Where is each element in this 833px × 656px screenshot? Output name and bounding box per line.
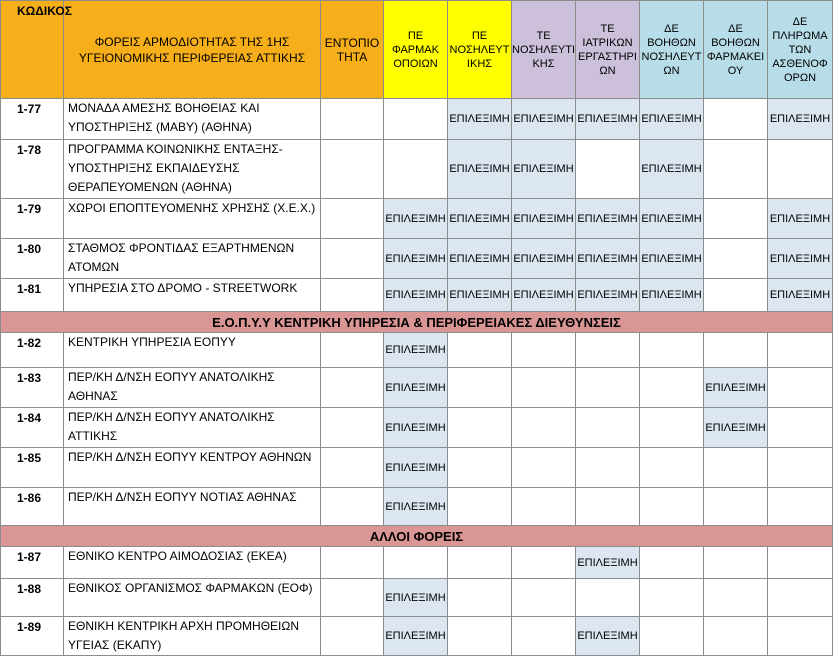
row-name: ΕΘΝΙΚΟΣ ΟΡΓΑΝΙΣΜΟΣ ΦΑΡΜΑΚΩΝ (ΕΟΦ) (64, 579, 321, 617)
eligible-cell: ΕΠΙΛΕΞΙΜΗ (384, 333, 448, 368)
row-location (321, 199, 384, 239)
empty-cell (704, 579, 768, 617)
row-code: 1-78 (1, 140, 64, 199)
header-col5: ΔΕ ΒΟΗΘΩΝ ΝΟΣΗΛΕΥΤ ΩΝ (640, 1, 704, 99)
eligible-cell: ΕΠΙΛΕΞΙΜΗ (448, 199, 512, 239)
row-name: ΧΩΡΟΙ ΕΠΟΠΤΕΥΟΜΕΝΗΣ ΧΡΗΣΗΣ (Χ.Ε.Χ.) (64, 199, 321, 239)
empty-cell (640, 579, 704, 617)
header-col6: ΔΕ ΒΟΗΘΩΝ ΦΑΡΜΑΚΕΙ ΟΥ (704, 1, 768, 99)
eligible-cell: ΕΠΙΛΕΞΙΜΗ (384, 579, 448, 617)
empty-cell (448, 333, 512, 368)
eligible-cell: ΕΠΙΛΕΞΙΜΗ (640, 199, 704, 239)
empty-cell (448, 408, 512, 448)
group-other-bodies (1, 547, 833, 656)
header-col2: ΠΕ ΝΟΣΗΛΕΥΤ ΙΚΗΣ (448, 1, 512, 99)
empty-cell (704, 617, 768, 656)
row-name: ΠΕΡ/ΚΗ Δ/ΝΣΗ ΕΟΠΥΥ ΚΕΝΤΡΟΥ ΑΘΗΝΩΝ (64, 448, 321, 488)
row-location (321, 579, 384, 617)
header-col7: ΔΕ ΠΛΗΡΩΜΑ ΤΩΝ ΑΣΘΕΝΟΦ ΟΡΩΝ (768, 1, 833, 99)
row-code: 1-89 (1, 617, 64, 656)
empty-cell (512, 488, 576, 526)
table-row (1, 140, 833, 199)
row-location (321, 140, 384, 199)
eligible-cell: ΕΠΙΛΕΞΙΜΗ (640, 140, 704, 199)
empty-cell (640, 547, 704, 579)
eligible-cell: ΕΠΙΛΕΞΙΜΗ (576, 239, 640, 279)
eligible-cell: ΕΠΙΛΕΞΙΜΗ (768, 239, 833, 279)
empty-cell (384, 140, 448, 199)
empty-cell (448, 448, 512, 488)
empty-cell (704, 99, 768, 140)
empty-cell (640, 448, 704, 488)
header-col3: ΤΕ ΝΟΣΗΛΕΥΤΙ ΚΗΣ (512, 1, 576, 99)
row-name: ΣΤΑΘΜΟΣ ΦΡΟΝΤΙΔΑΣ ΕΞΑΡΤΗΜΕΝΩΝ ΑΤΟΜΩΝ (64, 239, 321, 279)
empty-cell (512, 547, 576, 579)
header-row (1, 1, 833, 99)
table-row (1, 448, 833, 488)
eligible-cell: ΕΠΙΛΕΞΙΜΗ (512, 239, 576, 279)
eligible-cell: ΕΠΙΛΕΞΙΜΗ (512, 279, 576, 312)
eligible-cell: ΕΠΙΛΕΞΙΜΗ (768, 199, 833, 239)
row-code: 1-83 (1, 368, 64, 408)
empty-cell (448, 617, 512, 656)
row-code: 1-79 (1, 199, 64, 239)
eligible-cell: ΕΠΙΛΕΞΙΜΗ (768, 99, 833, 140)
empty-cell (768, 448, 833, 488)
header-location: ΕΝΤΟΠΙΟ ΤΗΤΑ (321, 1, 384, 99)
header-bodies: ΦΟΡΕΙΣ ΑΡΜΟΔΙΟΤΗΤΑΣ ΤΗΣ 1ΗΣ ΥΓΕΙΟΝΟΜΙΚΗΣ ΠΕΡΙΦΕΡΕΙΑΣ ΑΤΤΙΚΗΣ (64, 1, 321, 99)
eligible-cell: ΕΠΙΛΕΞΙΜΗ (384, 368, 448, 408)
row-code: 1-88 (1, 579, 64, 617)
section-eopyy-title: Ε.Ο.Π.Υ.Υ ΚΕΝΤΡΙΚΗ ΥΠΗΡΕΣΙΑ & ΠΕΡΙΦΕΡΕΙΑΚΕΣ ΔΙΕΥΘΥΝΣΕΙΣ (1, 312, 833, 333)
row-code: 1-85 (1, 448, 64, 488)
row-name: ΕΘΝΙΚΟ ΚΕΝΤΡΟ ΑΙΜΟΔΟΣΙΑΣ (ΕΚΕΑ) (64, 547, 321, 579)
row-name: ΥΠΗΡΕΣΙΑ ΣΤΟ ΔΡΟΜΟ - STREETWORK (64, 279, 321, 312)
row-code: 1-84 (1, 408, 64, 448)
row-location (321, 547, 384, 579)
eligible-cell: ΕΠΙΛΕΞΙΜΗ (448, 140, 512, 199)
eligible-cell: ΕΠΙΛΕΞΙΜΗ (576, 547, 640, 579)
empty-cell (704, 547, 768, 579)
empty-cell (512, 368, 576, 408)
eligible-cell: ΕΠΙΛΕΞΙΜΗ (384, 448, 448, 488)
empty-cell (704, 199, 768, 239)
eligible-cell: ΕΠΙΛΕΞΙΜΗ (512, 140, 576, 199)
empty-cell (768, 547, 833, 579)
eligible-cell: ΕΠΙΛΕΞΙΜΗ (384, 239, 448, 279)
group-attica-bodies (1, 99, 833, 312)
row-name: ΠΕΡ/ΚΗ Δ/ΝΣΗ ΕΟΠΥΥ ΑΝΑΤΟΛΙΚΗΣ ΑΤΤΙΚΗΣ (64, 408, 321, 448)
section-other-title: ΑΛΛΟΙ ΦΟΡΕΙΣ (1, 526, 833, 547)
row-code: 1-82 (1, 333, 64, 368)
eligible-cell: ΕΠΙΛΕΞΙΜΗ (384, 279, 448, 312)
eligible-cell: ΕΠΙΛΕΞΙΜΗ (384, 199, 448, 239)
empty-cell (704, 239, 768, 279)
empty-cell (512, 448, 576, 488)
row-location (321, 333, 384, 368)
eligible-cell: ΕΠΙΛΕΞΙΜΗ (512, 99, 576, 140)
empty-cell (576, 333, 640, 368)
empty-cell (576, 488, 640, 526)
eligible-cell: ΕΠΙΛΕΞΙΜΗ (704, 408, 768, 448)
empty-cell (768, 140, 833, 199)
table-row (1, 408, 833, 448)
empty-cell (448, 488, 512, 526)
empty-cell (640, 333, 704, 368)
empty-cell (640, 368, 704, 408)
table-row (1, 239, 833, 279)
row-name: ΜΟΝΑΔΑ ΑΜΕΣΗΣ ΒΟΗΘΕΙΑΣ ΚΑΙ ΥΠΟΣΤΗΡΙΞΗΣ (ΜΑΒΥ) (ΑΘΗΝΑ) (64, 99, 321, 140)
empty-cell (576, 579, 640, 617)
eligible-cell: ΕΠΙΛΕΞΙΜΗ (384, 488, 448, 526)
eligible-cell: ΕΠΙΛΕΞΙΜΗ (640, 99, 704, 140)
header-col4: ΤΕ ΙΑΤΡΙΚΩΝ ΕΡΓΑΣΤΗΡΙ ΩΝ (576, 1, 640, 99)
table-row (1, 488, 833, 526)
eligible-cell: ΕΠΙΛΕΞΙΜΗ (640, 279, 704, 312)
eligible-cell: ΕΠΙΛΕΞΙΜΗ (512, 199, 576, 239)
eligible-cell: ΕΠΙΛΕΞΙΜΗ (640, 239, 704, 279)
eligible-cell: ΕΠΙΛΕΞΙΜΗ (448, 239, 512, 279)
group-eopyy (1, 333, 833, 526)
row-location (321, 239, 384, 279)
row-location (321, 488, 384, 526)
section-eopyy (1, 312, 833, 333)
table-row (1, 547, 833, 579)
empty-cell (768, 333, 833, 368)
eligible-cell: ΕΠΙΛΕΞΙΜΗ (704, 368, 768, 408)
row-code: 1-80 (1, 239, 64, 279)
empty-cell (640, 617, 704, 656)
row-code: 1-77 (1, 99, 64, 140)
row-name: ΠΡΟΓΡΑΜΜΑ ΚΟΙΝΩΝΙΚΗΣ ΕΝΤΑΞΗΣ-ΥΠΟΣΤΗΡΙΞΗΣ ΕΚΠΑΙΔΕΥΣΗΣ ΘΕΡΑΠΕΥΟΜΕΝΩΝ (ΑΘΗΝΑ) (64, 140, 321, 199)
empty-cell (512, 333, 576, 368)
empty-cell (448, 579, 512, 617)
empty-cell (640, 488, 704, 526)
empty-cell (768, 368, 833, 408)
row-name: ΕΘΝΙΚΗ ΚΕΝΤΡΙΚΗ ΑΡΧΗ ΠΡΟΜΗΘΕΙΩΝ ΥΓΕΙΑΣ (ΕΚΑΠΥ) (64, 617, 321, 656)
empty-cell (768, 488, 833, 526)
empty-cell (384, 99, 448, 140)
row-name: ΚΕΝΤΡΙΚΗ ΥΠΗΡΕΣΙΑ ΕΟΠΥΥ (64, 333, 321, 368)
empty-cell (704, 333, 768, 368)
empty-cell (512, 617, 576, 656)
empty-cell (512, 408, 576, 448)
empty-cell (576, 408, 640, 448)
empty-cell (512, 579, 576, 617)
empty-cell (576, 448, 640, 488)
table-row (1, 279, 833, 312)
table-row (1, 99, 833, 140)
row-location (321, 408, 384, 448)
empty-cell (448, 547, 512, 579)
empty-cell (576, 140, 640, 199)
row-location (321, 617, 384, 656)
table-row (1, 617, 833, 656)
header-code: ΚΩΔΙΚΟΣ (1, 1, 64, 99)
row-code: 1-86 (1, 488, 64, 526)
empty-cell (640, 408, 704, 448)
eligible-cell: ΕΠΙΛΕΞΙΜΗ (384, 617, 448, 656)
row-location (321, 99, 384, 140)
row-name: ΠΕΡ/ΚΗ Δ/ΝΣΗ ΕΟΠΥΥ ΝΟΤΙΑΣ ΑΘΗΝΑΣ (64, 488, 321, 526)
empty-cell (768, 617, 833, 656)
empty-cell (768, 408, 833, 448)
row-code: 1-81 (1, 279, 64, 312)
eligible-cell: ΕΠΙΛΕΞΙΜΗ (576, 199, 640, 239)
eligible-cell: ΕΠΙΛΕΞΙΜΗ (576, 279, 640, 312)
eligible-cell: ΕΠΙΛΕΞΙΜΗ (448, 99, 512, 140)
row-location (321, 368, 384, 408)
table-row (1, 368, 833, 408)
table-row (1, 579, 833, 617)
table-row (1, 199, 833, 239)
row-name: ΠΕΡ/ΚΗ Δ/ΝΣΗ ΕΟΠΥΥ ΑΝΑΤΟΛΙΚΗΣ ΑΘΗΝΑΣ (64, 368, 321, 408)
empty-cell (448, 368, 512, 408)
empty-cell (704, 488, 768, 526)
empty-cell (768, 579, 833, 617)
eligible-cell: ΕΠΙΛΕΞΙΜΗ (768, 279, 833, 312)
header-col1: ΠΕ ΦΑΡΜΑΚ ΟΠΟΙΩΝ (384, 1, 448, 99)
empty-cell (704, 140, 768, 199)
row-code: 1-87 (1, 547, 64, 579)
empty-cell (704, 279, 768, 312)
eligible-cell: ΕΠΙΛΕΞΙΜΗ (576, 99, 640, 140)
eligible-cell: ΕΠΙΛΕΞΙΜΗ (448, 279, 512, 312)
table-row (1, 333, 833, 368)
empty-cell (576, 368, 640, 408)
section-other (1, 526, 833, 547)
empty-cell (384, 547, 448, 579)
eligible-cell: ΕΠΙΛΕΞΙΜΗ (576, 617, 640, 656)
row-location (321, 279, 384, 312)
eligible-cell: ΕΠΙΛΕΞΙΜΗ (384, 408, 448, 448)
row-location (321, 448, 384, 488)
empty-cell (704, 448, 768, 488)
